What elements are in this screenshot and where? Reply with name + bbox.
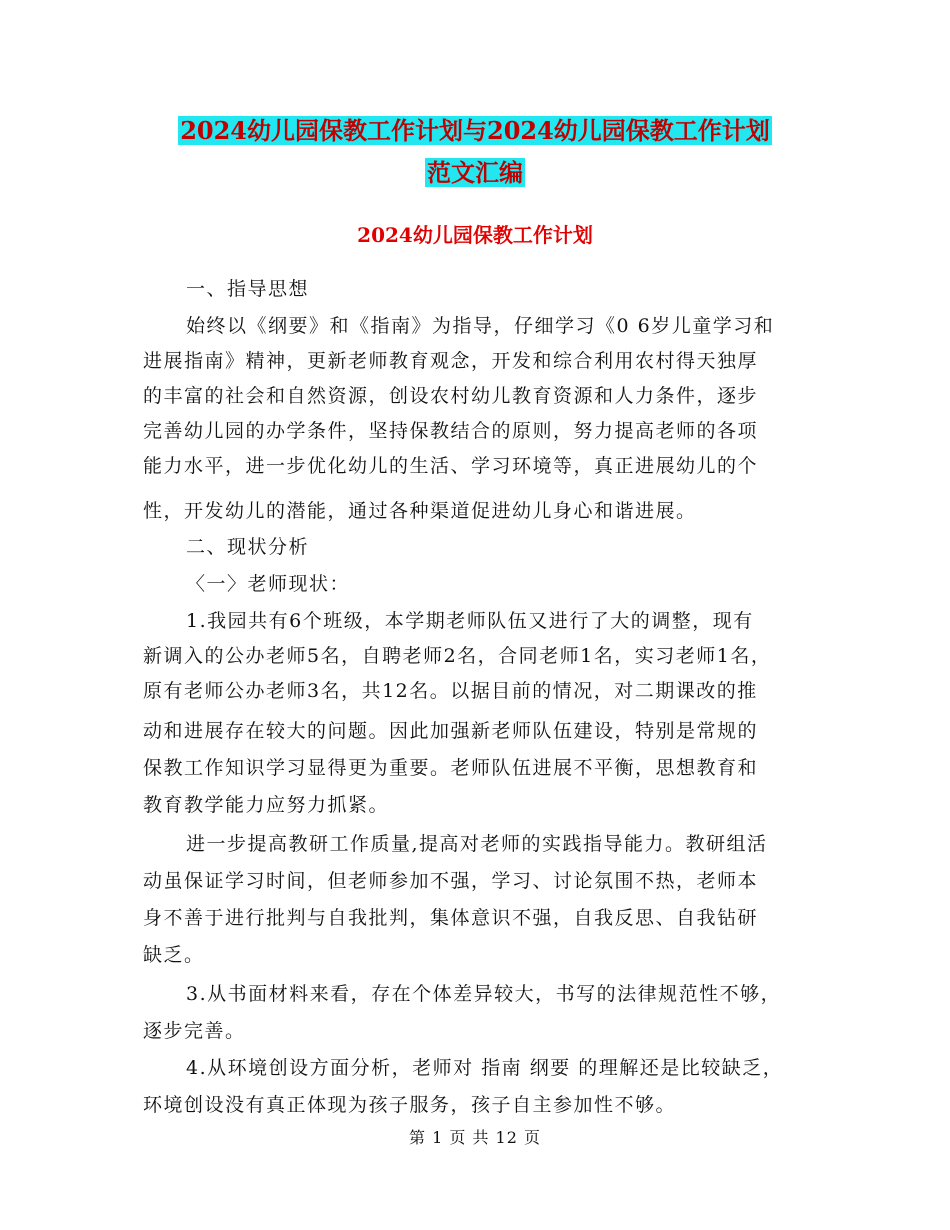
section-title: 2024幼儿园保教工作计划 (357, 223, 593, 247)
paragraph-line: 原有老师公办老师3名，共12名。以据目前的情况，对二期课改的推 (143, 680, 758, 702)
paragraph-line: 环境创设没有真正体现为孩子服务，孩子自主参加性不够。 (143, 1094, 677, 1116)
heading-guiding-ideology: 一、指导思想 (186, 278, 310, 300)
paragraph-line: 教育教学能力应努力抓紧。 (143, 794, 390, 816)
page-number-footer: 第 1 页 共 12 页 (409, 1128, 541, 1147)
paragraph-line: 进展指南》精神，更新老师教育观念，开发和综合利用农村得天独厚 (143, 350, 759, 372)
paragraph-line: 动和进展存在较大的问题。因此加强新老师队伍建设，特别是常规的 (143, 720, 759, 742)
document-title-line-1: 2024幼儿园保教工作计划与2024幼儿园保教工作计划 (180, 116, 770, 145)
document-title-line-2: 范文汇编 (427, 158, 523, 187)
paragraph-line: 身不善于进行批判与自我批判，集体意识不强，自我反思、自我钻研 (143, 907, 759, 929)
paragraph-line: 1.我园共有6个班级，本学期老师队伍又进行了大的调整，现有 (186, 610, 754, 632)
paragraph-line: 新调入的公办老师5名，自聘老师2名，合同老师1名，实习老师1名， (143, 645, 772, 667)
paragraph-line: 4.从环境创设方面分析，老师对 指南 纲要 的理解还是比较缺乏， (186, 1057, 784, 1079)
subheading-teacher-status: 〈一〉老师现状： (186, 573, 351, 595)
paragraph-line: 3.从书面材料来看，存在个体差异较大，书写的法律规范性不够， (186, 983, 782, 1005)
paragraph-line: 的丰富的社会和自然资源，创设农村幼儿教育资源和人力条件，逐步 (143, 385, 759, 407)
paragraph-line: 动虽保证学习时间，但老师参加不强，学习、讨论氛围不热，老师本 (143, 870, 759, 892)
heading-status-analysis: 二、现状分析 (186, 536, 310, 558)
paragraph-line: 逐步完善。 (143, 1020, 246, 1042)
paragraph-line: 始终以《纲要》和《指南》为指导，仔细学习《0 6岁儿童学习和 (186, 315, 775, 337)
paragraph-line: 能力水平，进一步优化幼儿的生活、学习环境等，真正进展幼儿的个 (143, 455, 759, 477)
paragraph-line: 保教工作知识学习显得更为重要。老师队伍进展不平衡，思想教育和 (143, 757, 759, 779)
paragraph-line: 完善幼儿园的办学条件，坚持保教结合的原则，努力提高老师的各项 (143, 420, 759, 442)
paragraph-line: 进一步提高教研工作质量,提高对老师的实践指导能力。教研组活 (186, 833, 768, 855)
paragraph-line: 缺乏。 (143, 944, 205, 966)
paragraph-line: 性，开发幼儿的潜能，通过各种渠道促进幼儿身心和谐进展。 (143, 500, 697, 522)
